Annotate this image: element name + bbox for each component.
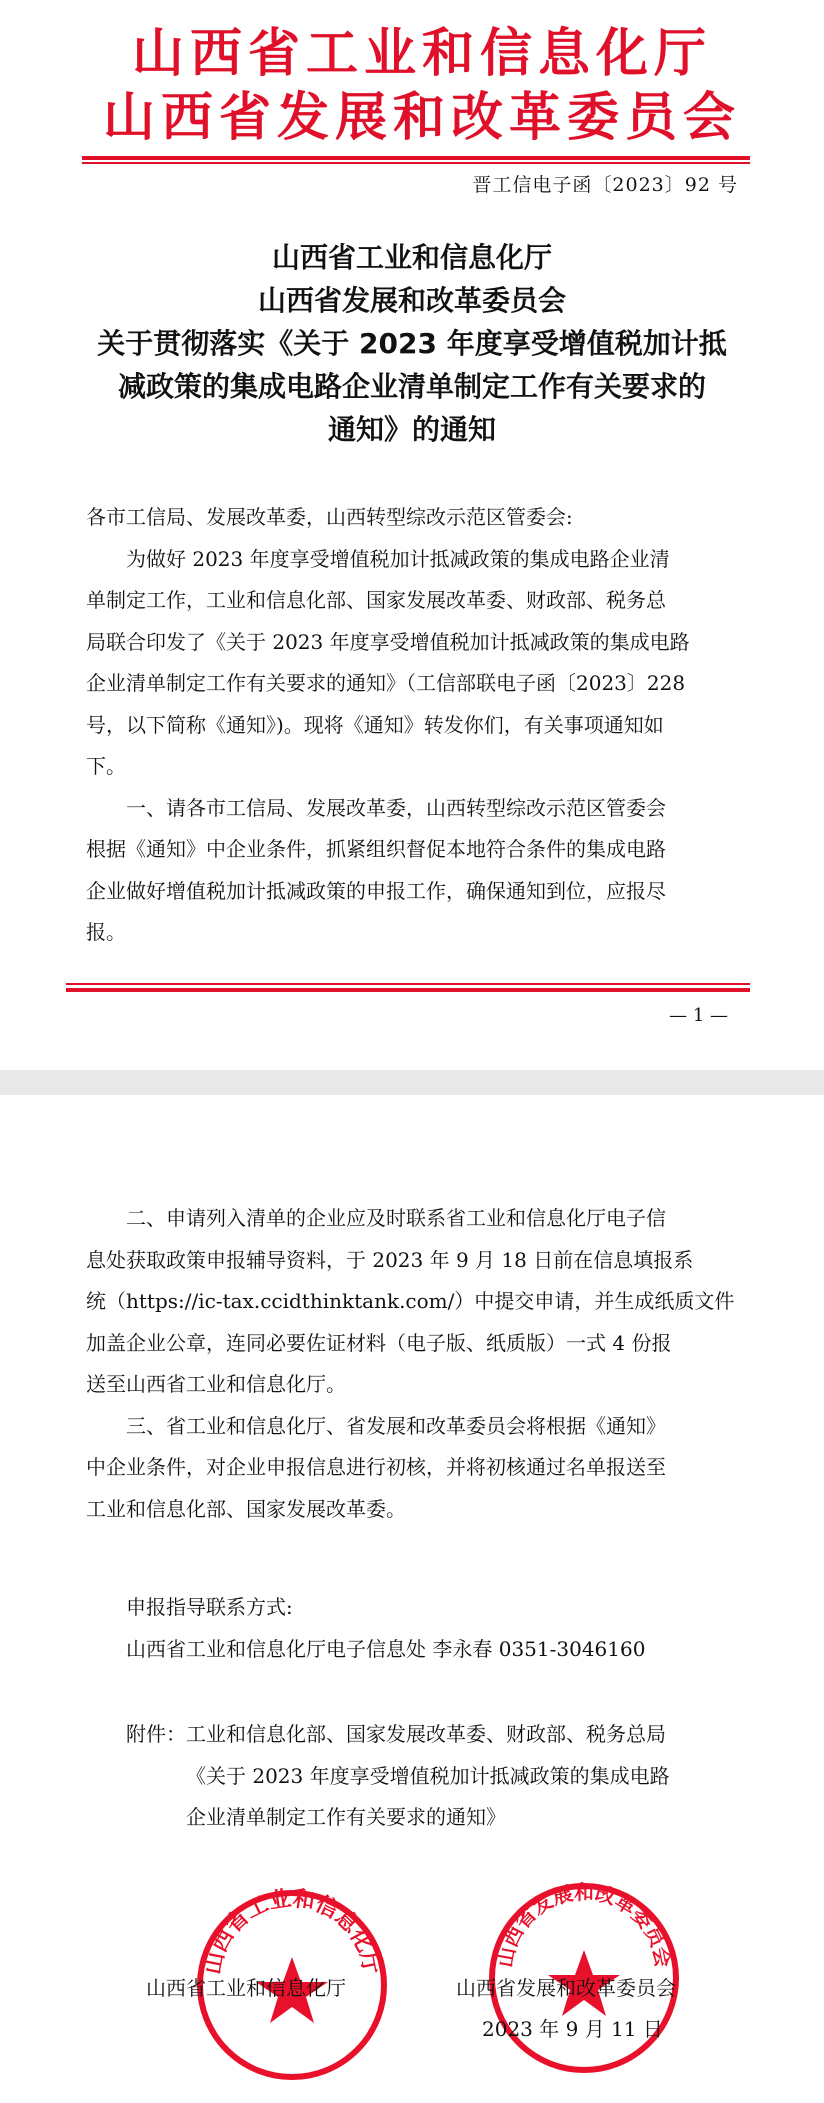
contact-detail: 山西省工业和信息化厅电子信息处 李永春 0351-3046160 <box>126 1636 646 1661</box>
paragraph-1-line: 局联合印发了《关于 2023 年度享受增值税加计抵减政策的集成电路 <box>86 629 690 654</box>
page1-body <box>86 497 738 954</box>
paragraph-1-line: 下。 <box>86 754 126 778</box>
footer-red-rule-thick <box>66 988 750 992</box>
paragraph-1-line: 企业清单制定工作有关要求的通知》（工信部联电子函〔2023〕228 <box>86 671 686 695</box>
issue-date: 2023 年 9 月 11 日 <box>482 2017 663 2041</box>
attachment-line: 附件：工业和信息化部、国家发展改革委、财政部、税务总局 <box>126 1722 666 1746</box>
paragraph-4-line: 中企业条件，对企业申报信息进行初核，并将初核通过名单报送至 <box>86 1455 666 1479</box>
seal-text: 山西省发展和改革委员会 <box>492 1880 676 1970</box>
title-line: 通知》的通知 <box>327 413 496 446</box>
contact-label: 申报指导联系方式: <box>126 1595 293 1619</box>
paragraph-2-line: 企业做好增值税加计抵减政策的申报工作，确保通知到位，应报尽 <box>86 878 666 903</box>
signature-issuer-right: 山西省发展和改革委员会 <box>456 1976 676 2000</box>
title-line: 关于贯彻落实《关于 2023 年度享受增值税加计抵 <box>97 327 727 360</box>
page2-body <box>86 1198 738 1530</box>
document-title <box>70 236 754 451</box>
salutation: 各市工信局、发展改革委，山西转型综改示范区管委会: <box>86 505 573 529</box>
paragraph-1-line: 单制定工作，工业和信息化部、国家发展改革委、财政部、税务总 <box>86 588 666 612</box>
attachment-line: 《关于 2023 年度享受增值税加计抵减政策的集成电路 <box>186 1763 670 1788</box>
signature-issuer-left: 山西省工业和信息化厅 <box>146 1976 346 2000</box>
red-header-line-1: 山西省工业和信息化厅 <box>131 23 712 84</box>
attachment-line: 企业清单制定工作有关要求的通知》 <box>186 1805 506 1829</box>
paragraph-2-line: 报。 <box>86 920 126 944</box>
paragraph-3-line: 加盖企业公章，连同必要佐证材料（电子版、纸质版）一式 4 份报 <box>86 1330 672 1355</box>
header-red-rule-thin <box>82 162 750 164</box>
red-header-line-2: 山西省发展和改革委员会 <box>102 87 741 148</box>
paragraph-2-line: 一、请各市工信局、发展改革委，山西转型综改示范区管委会 <box>126 795 666 820</box>
paragraph-4-line: 三、省工业和信息化厅、省发展和改革委员会将根据《通知》 <box>126 1413 666 1438</box>
paragraph-2-line: 根据《通知》中企业条件，抓紧组织督促本地符合条件的集成电路 <box>86 837 666 861</box>
attachment-block <box>86 1714 738 1839</box>
paragraph-3-line: 统（https://ic-tax.ccidthinktank.com/）中提交申请，并生成纸质文件 <box>86 1289 735 1313</box>
footer-red-rule-thin <box>66 983 750 985</box>
paragraph-3-line: 二、申请列入清单的企业应及时联系省工业和信息化厅电子信 <box>126 1206 666 1230</box>
header-red-rule-thick <box>82 156 750 160</box>
seal-text: 山西省工业和信息化厅 <box>200 1886 384 1977</box>
paragraph-1-line: 号，以下简称《通知》)。现将《通知》转发你们，有关事项通知如 <box>86 712 664 737</box>
title-line: 山西省发展和改革委员会 <box>257 284 566 317</box>
paragraph-4-line: 工业和信息化部、国家发展改革委。 <box>86 1496 406 1521</box>
title-line: 山西省工业和信息化厅 <box>271 241 552 274</box>
document-number: 晋工信电子函〔2023〕92 号 <box>472 174 738 196</box>
contact-block <box>86 1587 738 1670</box>
title-line: 减政策的集成电路企业清单制定工作有关要求的 <box>117 370 706 403</box>
paragraph-1-line: 为做好 2023 年度享受增值税加计抵减政策的集成电路企业清 <box>126 546 670 571</box>
paragraph-3-line: 息处获取政策申报辅导资料，于 2023 年 9 月 18 日前在信息填报系 <box>86 1247 694 1272</box>
paragraph-3-line: 送至山西省工业和信息化厅。 <box>86 1372 346 1396</box>
page-number: — 1 — <box>669 1005 728 1026</box>
